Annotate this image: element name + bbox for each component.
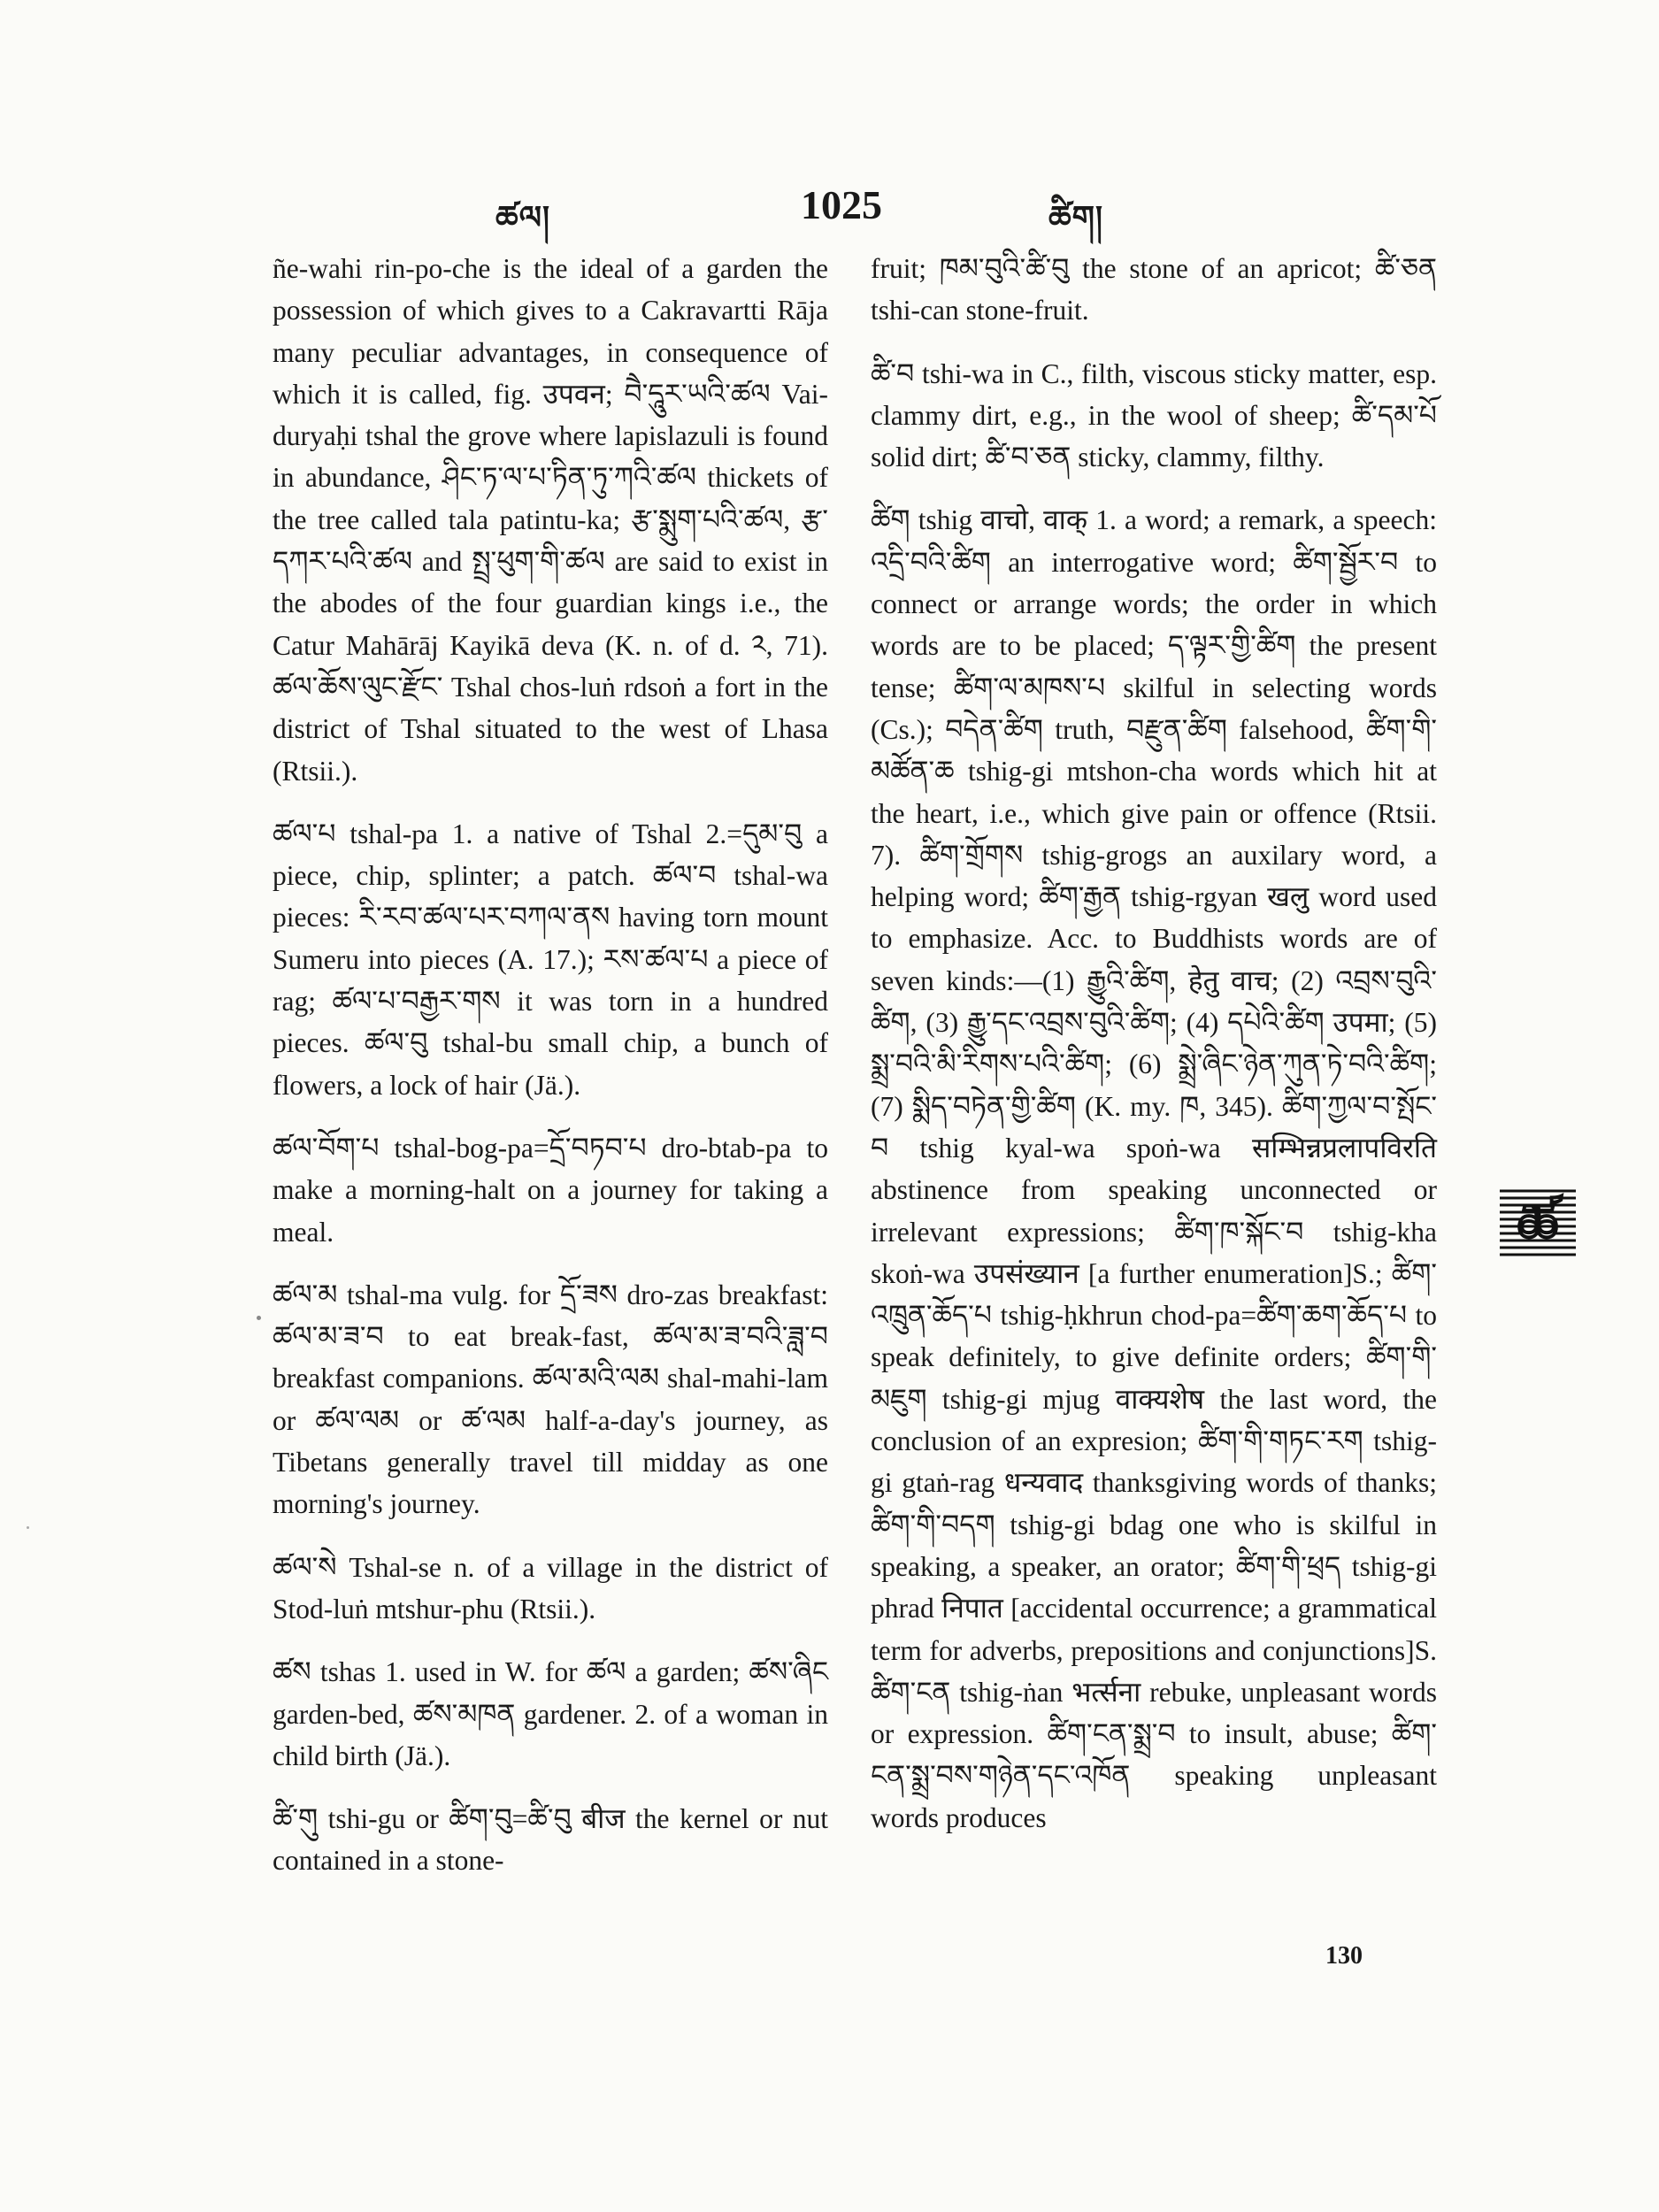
running-header bbox=[0, 181, 1659, 234]
left-column bbox=[273, 248, 828, 1903]
margin-dot bbox=[27, 1526, 29, 1529]
header-left-headword: ཚལ། bbox=[495, 200, 551, 235]
page-number: 1025 bbox=[801, 182, 882, 227]
thumb-index-tab bbox=[1500, 1186, 1576, 1258]
entry: ཚི་གུ tshi-gu or ཚིག་བུ=ཚི་བུ बीज the kernel or nut contained in a stone- bbox=[273, 1803, 828, 1877]
entry: ཚལ་མ tshal-ma vulg. for དྲོ་ཟས dro-zas breakfast: ཚལ་མ་ཟ་བ to eat break-fast, ཚལ་མ་ཟ་བའི་ཟླ་བ breakfast companions. ཚལ་མའི་ལམ shal-mahi-lam or ཚལ་ལམ or ཚ་ལམ half-a-day's journey, as Tibetans generally travel till midday as one morning's journey. bbox=[273, 1279, 828, 1520]
entry: ཚལ་པ tshal-pa 1. a native of Tshal 2.=དུམ་བུ a piece, chip, splinter; a patch. ཚལ་བ tshal-wa pieces: རི་རབ་ཚལ་པར་བཀལ་ནས having torn mount Sumeru into pieces (A. 17.); རས་ཚལ་པ a piece of rag; ཚལ་པ་བརྒྱར་གས it was torn in a hundred pieces. ཚལ་བུ tshal-bu small chip, a bunch of flowers, a lock of hair (Jä.). bbox=[273, 818, 828, 1101]
entry: ཚི་བ tshi-wa in C., filth, viscous sticky matter, esp. clammy dirt, e.g., in the wool of sheep; ཚི་དམ་པོ solid dirt; ཚི་བ་ཅན sticky, clammy, filthy. bbox=[871, 357, 1437, 473]
entry: ñe-wahi rin-po-che is the ideal of a garden the possession of which gives to a Cakravartti Rāja many peculiar advantages, in consequence of which it is called, fig. उपवन; བཻ་དཱུར་ཡའི་ཚལ Vai-duryaḥi tshal the grove where lapislazuli is found in abundance, ཤིང་ཏ་ལ་པ་ཏིན་ཏུ་ཀའི་ཚལ thickets of the tree called tala patintu-ka; རྩ་སྨུག་པའི་ཚལ, རྩ་དཀར་པའི་ཚལ and སྤྲ་ཕུག་གི་ཚལ are said to exist in the abodes of the four guardian kings i.e., the Catur Mahārāj Kayikā deva (K. n. of d. ༢, 71). ཚལ་ཆོས་ལུང་རྫོང་ Tshal chos-luṅ rdsoṅ a fort in the district of Tshal situated to the west of Lhasa (Rtsii.). bbox=[273, 253, 828, 787]
header-right-headword: ཚིག། bbox=[1048, 200, 1103, 235]
entry: ཚལ་སེ Tshal-se n. of a village in the district of Stod-luṅ mtshur-phu (Rtsii.). bbox=[273, 1551, 828, 1624]
right-column bbox=[871, 248, 1437, 1860]
entry: ཚིག tshig वाचो, वाक् 1. a word; a remark, a speech: འདྲི་བའི་ཚིག an interrogative word; ཚིག་སྦྱོར་བ to connect or arrange words; the order in which words are to be placed; ད་ལྟར་གྱི་ཚིག the present tense; ཚིག་ལ་མཁས་པ skilful in selecting words (Cs.); བདེན་ཚིག truth, བརྫུན་ཚིག falsehood, ཚིག་གི་མཚོན་ཆ tshig-gi mtshon-cha words which hit at the heart, i.e., which give pain or offence (Rtsii. 7). ཚིག་གྲོགས tshig-grogs an auxilary word, a helping word; ཚིག་རྒྱན tshig-rgyan खलु word used to emphasize. Acc. to Buddhists words are of seven kinds:—(1) རྒྱུའི་ཚིག, हेतु वाच; (2) འབྲས་བུའི་ཚིག, (3) རྒྱུ་དང་འབྲས་བུའི་ཚིག; (4) དཔེའི་ཚིག उपमा; (5) སྨྲ་བའི་མི་རིགས་པའི་ཚིག; (6) སྨྲེ་ཞིང་ཉེན་ཀུན་ཏེ་བའི་ཚིག; (7) སྨིད་བཏེན་གྱི་ཚིག (K. my. ཁ, 345). ཚིག་ཀྱལ་བ་སྤོང་བ tshig kyal-wa spoṅ-wa सम्भिन्नप्रलापविरति abstinence from speaking unconnected or irrelevant expressions; ཚིག་ཁ་སྐོང་བ tshig-kha skoṅ-wa उपसंख्यान [a further enumeration]S.; ཚིག་འཁྲུན་ཆོད་པ tshig-ḥkhrun chod-pa=ཚིག་ཆག་ཆོད་པ to speak definitely, to give definite orders; ཚིག་གི་མཇུག tshig-gi mjug वाक्यशेष the last word, the conclusion of an expresion; ཚིག་གི་གཏང་རག tshig-gi gtaṅ-rag धन्यवाद thanksgiving words of thanks; ཚིག་གི་བདག tshig-gi bdag one who is skilful in speaking, a speaker, an orator; ཚིག་གི་ཕྲད tshig-gi phrad निपात [accidental occurrence; a grammatical term for adverbs, prepositions and conjunctions]S. ཚིག་ངན tshig-ṅan भर्त्सना rebuke, unpleasant words or expression. ཚིག་ངན་སྨྲ་བ to insult, abuse; ཚིག་ངན་སྨྲ་བས་གཉེན་དང་འཁོན speaking unpleasant words produces bbox=[871, 504, 1437, 1833]
thumb-index-letter: ཚ bbox=[1517, 1192, 1558, 1258]
entry: ཚས tshas 1. used in W. for ཚལ a garden; ཚས་ཞིང garden-bed, ཚས་མཁན gardener. 2. of a woman in child birth (Jä.). bbox=[273, 1656, 828, 1771]
margin-dot bbox=[257, 1316, 261, 1320]
entry: ཚལ་བོག་པ tshal-bog-pa=དྲོ་བཏབ་པ dro-btab-pa to make a morning-halt on a journey for taking a meal. bbox=[273, 1132, 828, 1248]
footer-sheet-number: 130 bbox=[1325, 1942, 1363, 1970]
entry: fruit; ཁམ་བུའི་ཚི་བུ the stone of an apricot; ཚི་ཅན tshi-can stone-fruit. bbox=[871, 253, 1437, 326]
